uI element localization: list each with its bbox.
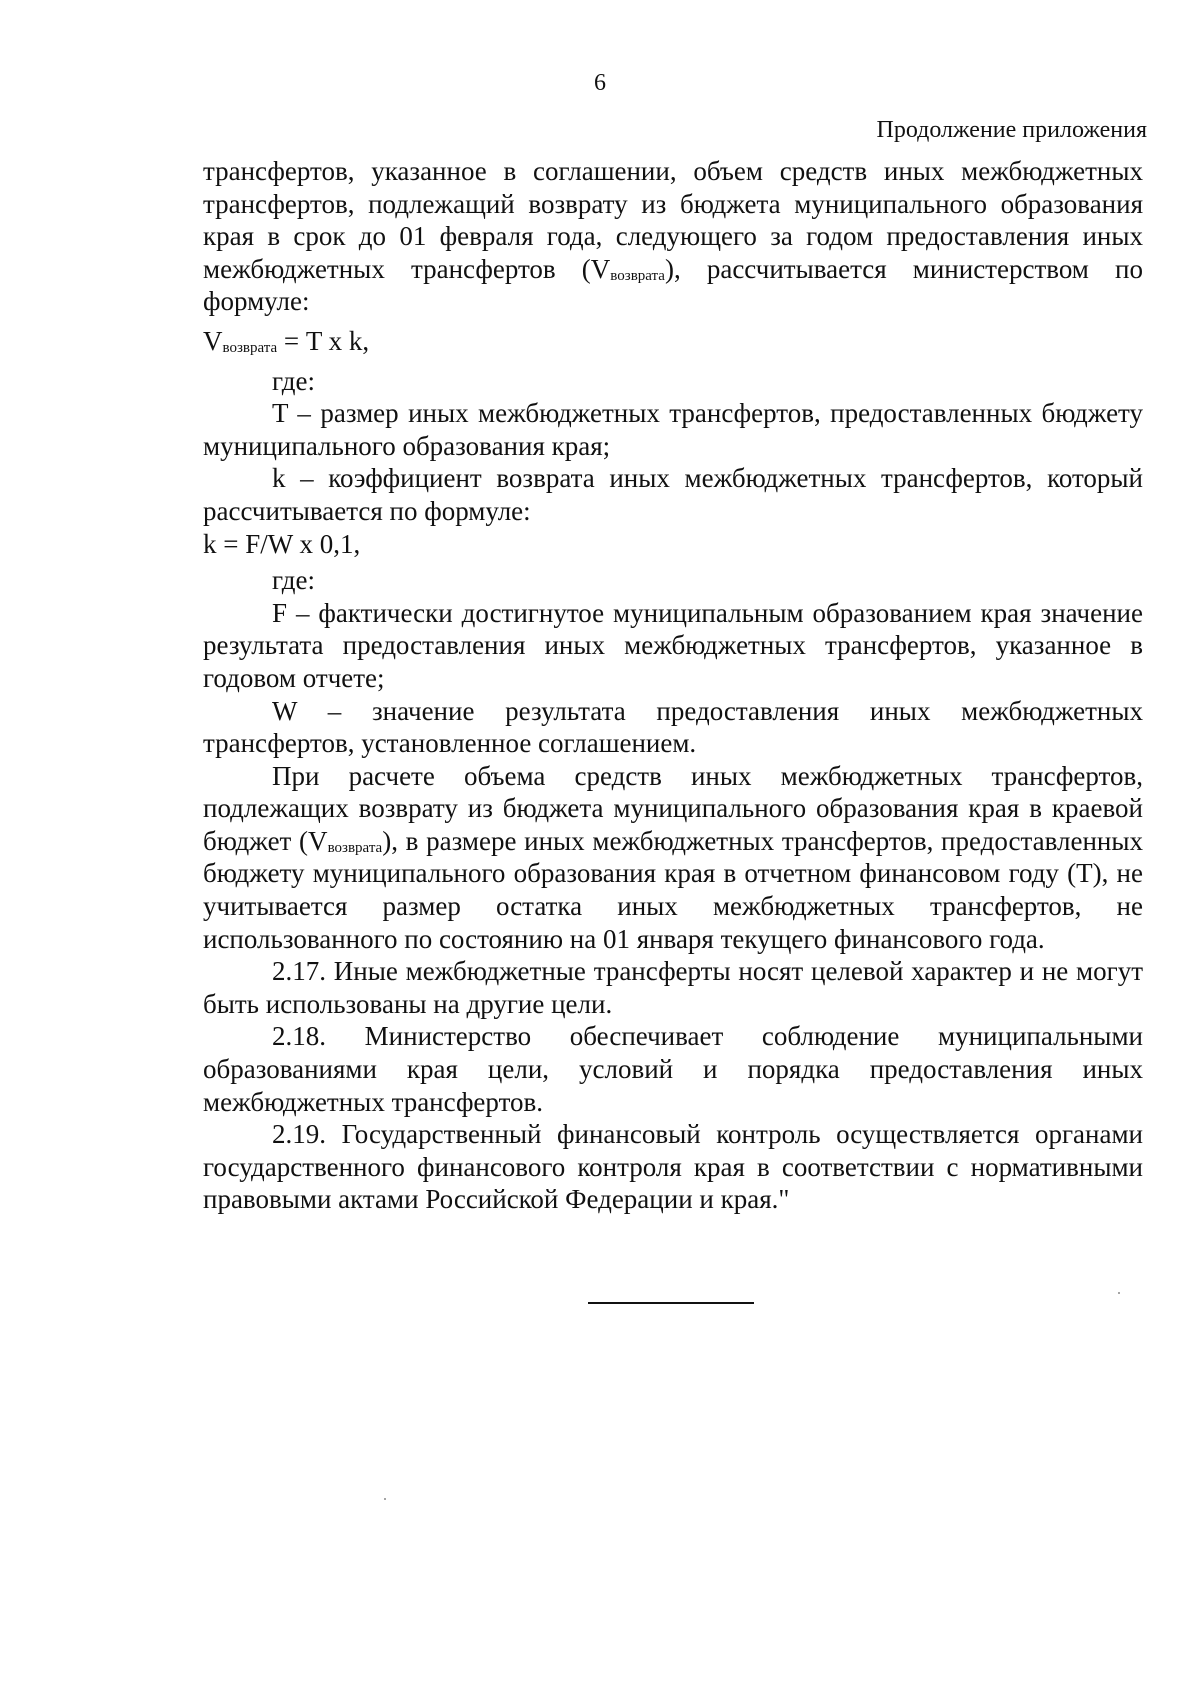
page-number: 6 bbox=[594, 70, 606, 96]
definition-f: F – фактически достигнутое муниципальным образованием края значение результата предоставления иных межбюджетных трансфертов, указанное в годовом отчете; bbox=[203, 597, 1143, 693]
formula-v-subscript: возврата bbox=[222, 339, 278, 356]
paragraph-continuation bbox=[203, 155, 1143, 318]
definition-t: T – размер иных межбюджетных трансфертов, предоставленных бюджету муниципального образования края; bbox=[203, 398, 1143, 461]
where-label-1: где: bbox=[272, 365, 315, 396]
continuation-text: трансфертов, указанное в соглашении, объем средств иных межбюджетных трансфертов, подлежащий возврату из бюджета муниципального образования края в срок до 01 февраля года, следующего за годом предоставления иных межбюджетных трансфертов (V bbox=[203, 156, 1143, 284]
subscript-vozvrata: возврата bbox=[610, 267, 665, 284]
where-label-2: где: bbox=[272, 565, 315, 596]
scan-speck bbox=[1118, 1292, 1120, 1294]
paragraph-calculation bbox=[203, 760, 1143, 956]
paragraph-2-18: 2.18. Министерство обеспечивает соблюдение муниципальными образованиями края цели, условий и порядка предоставления иных межбюджетных трансфертов. bbox=[203, 1021, 1143, 1117]
paragraph-2-19: 2.19. Государственный финансовый контроль осуществляется органами государственного финансового контроля края в соответствии с нормативными правовыми актами Российской Федерации и края." bbox=[203, 1119, 1143, 1215]
paragraph-2-17: 2.17. Иные межбюджетные трансферты носят целевой характер и не могут быть использованы на другие цели. bbox=[203, 956, 1143, 1019]
end-separator-line bbox=[588, 1302, 754, 1304]
calculation-text: При расчете объема средств иных межбюджетных трансфертов, подлежащих возврату из бюджета муниципального образования края в краевой бюджет (V bbox=[203, 760, 1143, 856]
definition-w: W – значение результата предоставления иных межбюджетных трансфертов, установленное соглашением. bbox=[203, 695, 1143, 759]
formula-v: V bbox=[203, 325, 223, 356]
document-body bbox=[203, 155, 1143, 1216]
formula-k: k = F/W x 0,1, bbox=[203, 528, 361, 559]
definition-k: k – коэффициент возврата иных межбюджетных трансфертов, который рассчитывается по формуле: bbox=[203, 463, 1143, 526]
calculation-subscript: возврата bbox=[327, 839, 383, 856]
header-note: Продолжение приложения bbox=[876, 117, 1147, 143]
formula-v-vozvrata bbox=[203, 325, 1143, 358]
formula-v-rest: = T x k, bbox=[277, 325, 370, 356]
continuation-text-end: ), рассчитывается министерством по формуле: bbox=[203, 253, 1143, 317]
scan-speck bbox=[384, 1498, 386, 1500]
calculation-text-end: ), в размере иных межбюджетных трансфертов, предоставленных бюджету муниципального образования края в отчетном финансовом году (T), не учитывается размер остатка иных межбюджетных трансфертов, не использованного по состоянию на 01 января текущего финансового года. bbox=[203, 825, 1144, 954]
